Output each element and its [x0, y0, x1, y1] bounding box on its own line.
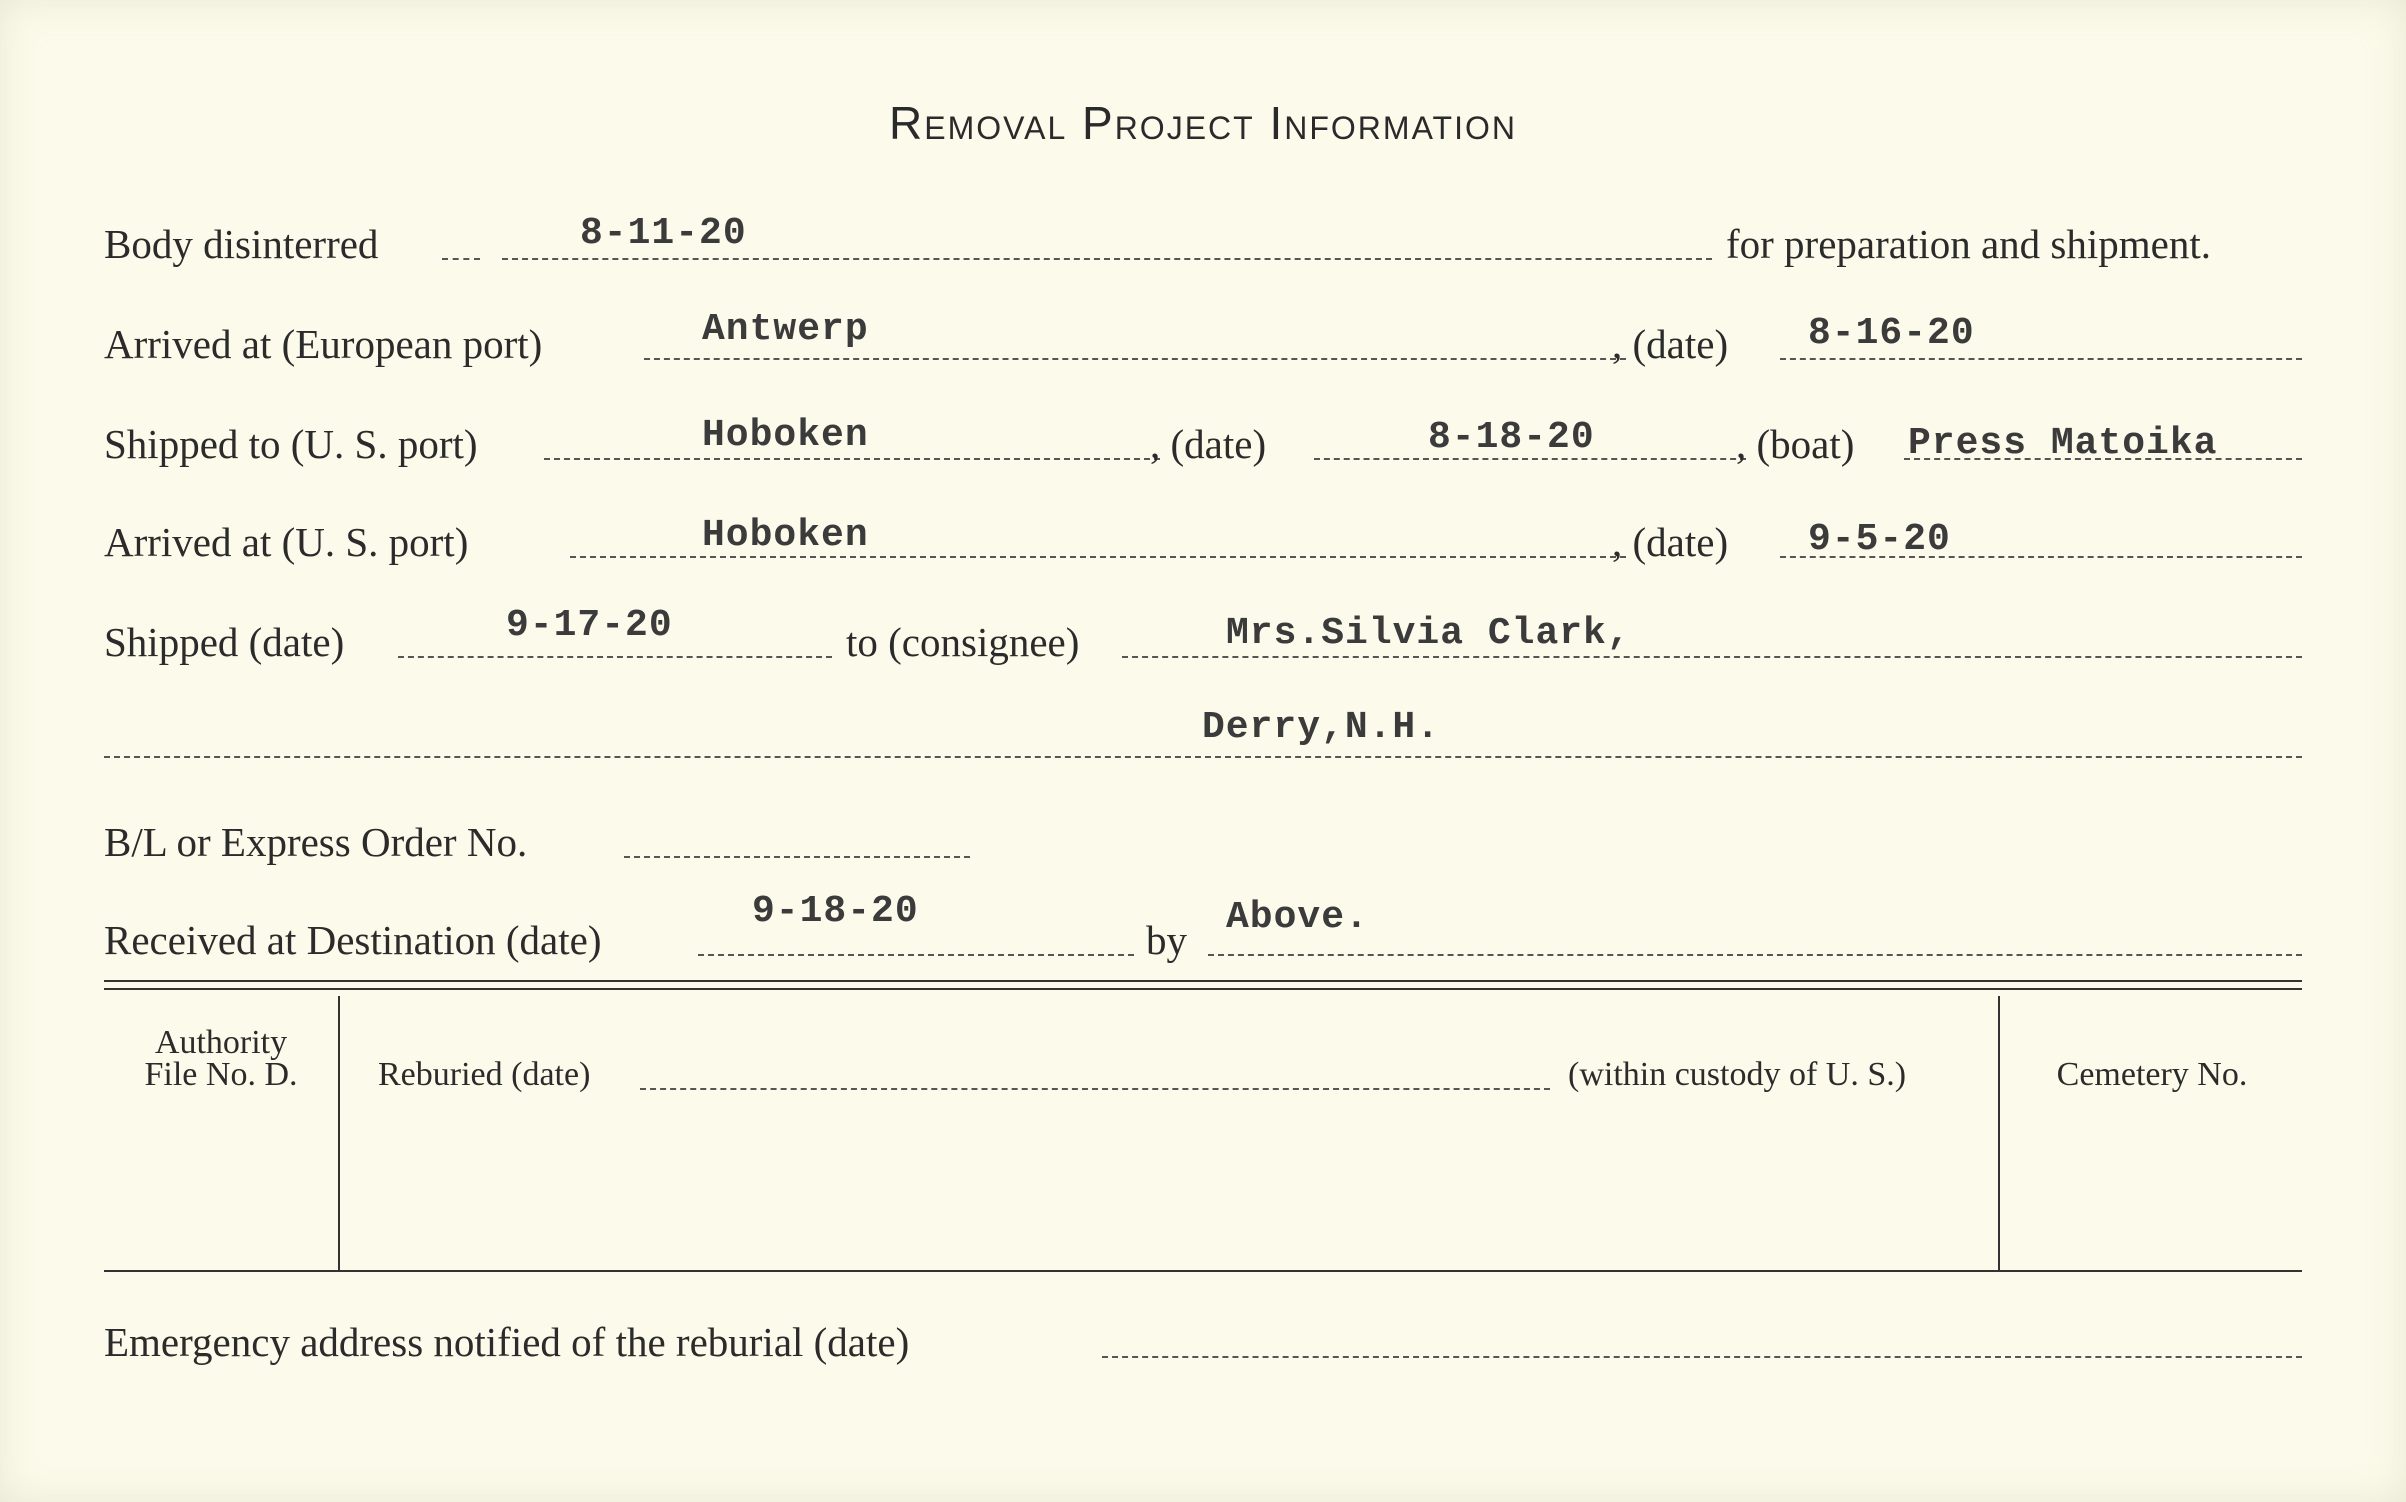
table-bottom-rule — [104, 1270, 2302, 1272]
reburied-date-label: Reburied (date) — [378, 1056, 591, 1093]
consignee-address-value: Derry,N.H. — [1202, 706, 1441, 749]
table-top-rule-1 — [104, 980, 2302, 982]
body-disinterred-label: Body disinterred — [104, 221, 379, 267]
european-date-value: 8-16-20 — [1808, 312, 1975, 355]
european-date-line — [1780, 358, 2302, 360]
reburied-date-line — [640, 1088, 1550, 1090]
file-no-label: File No. D. — [144, 1056, 298, 1093]
bl-express-order-label: B/L or Express Order No. — [104, 819, 528, 865]
emergency-date-line — [1102, 1356, 2302, 1358]
emergency-address-label: Emergency address notified of the reburial (date) — [104, 1319, 910, 1365]
arrived-us-date-label: , (date) — [1612, 519, 1729, 565]
arrived-us-port-label: Arrived at (U. S. port) — [104, 519, 469, 565]
shipped-us-port-label: Shipped to (U. S. port) — [104, 421, 478, 467]
disinterred-line-a — [442, 258, 480, 260]
shipped-us-date-value: 8-18-20 — [1428, 416, 1595, 459]
custody-label: (within custody of U. S.) — [1568, 1056, 1907, 1093]
european-port-line — [644, 358, 1626, 360]
received-destination-label: Received at Destination (date) — [104, 917, 602, 963]
consignee-value: Mrs.Silvia Clark, — [1226, 612, 1631, 655]
table-top-rule-2 — [104, 988, 2302, 990]
cemetery-no-label: Cemetery No. — [2056, 1056, 2248, 1093]
shipped-us-port-line — [544, 458, 1160, 460]
bl-express-order-line — [624, 856, 970, 858]
table-divider-right — [1998, 996, 2000, 1270]
european-date-label: , (date) — [1612, 321, 1729, 367]
shipped-date-value: 9-17-20 — [506, 604, 673, 647]
shipped-date-label: Shipped (date) — [104, 619, 345, 665]
table-divider-left — [338, 996, 340, 1270]
received-by-line — [1208, 954, 2302, 956]
received-by-value: Above. — [1226, 896, 1369, 939]
european-port-value: Antwerp — [702, 308, 869, 351]
shipped-date-label-a: , (date) — [1150, 421, 1267, 467]
received-date-line — [698, 954, 1134, 956]
arrived-european-port-label: Arrived at (European port) — [104, 321, 543, 367]
disinterred-line-b — [502, 258, 1712, 260]
arrived-us-date-value: 9-5-20 — [1808, 518, 1951, 561]
arrived-us-port-value: Hoboken — [702, 514, 869, 557]
consignee-line — [1122, 656, 2302, 658]
shipped-us-port-value: Hoboken — [702, 414, 869, 457]
boat-label: , (boat) — [1736, 421, 1855, 467]
received-date-value: 9-18-20 — [752, 890, 919, 933]
received-by-label: by — [1146, 917, 1187, 963]
disinterred-date-value: 8-11-20 — [580, 212, 747, 255]
boat-value: Press Matoika — [1908, 422, 2218, 465]
address-line — [104, 756, 2302, 758]
form-title: Removal Project Information — [889, 97, 1517, 149]
authority-label: Authority — [154, 1024, 288, 1061]
shipped-date-line — [398, 656, 832, 658]
consignee-label: to (consignee) — [846, 619, 1080, 665]
preparation-shipment-label: for preparation and shipment. — [1726, 221, 2212, 267]
